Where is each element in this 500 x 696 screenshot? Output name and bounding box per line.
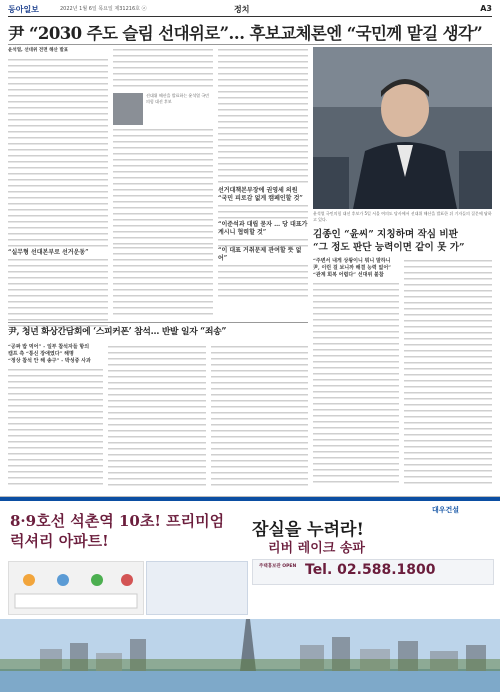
ad-project-name: 리버 레이크 송파 bbox=[268, 541, 365, 556]
main-story-subhead-5: “이 대표 거취문제 관여할 뜻 없어” bbox=[218, 247, 302, 262]
second-story-headline-2: “그 정도 판단 능력이면 같이 못 가” bbox=[313, 242, 465, 253]
second-story bbox=[313, 228, 492, 254]
ad-open-label: 주택홍보관 OPEN bbox=[259, 564, 297, 569]
main-story-subhead-1: “실무형 선대본부로 선거운동” bbox=[8, 249, 89, 256]
ad-site-plan bbox=[146, 561, 248, 615]
second-story-subhead-2: 尹, 이런 걸 보니까 해결 능력 없어” bbox=[313, 265, 392, 271]
third-story-col-2 bbox=[108, 344, 206, 490]
body-text-block bbox=[8, 57, 108, 247]
photo-caption: 윤석열 국민의힘 대선 후보가 5일 서울 여의도 당사에서 선대위 해산을 발표한 뒤 기자들의 질문에 답하고 있다. bbox=[313, 211, 492, 222]
third-story-subhead-3: “정상 참석 안 해 송구” - 박성중 사과 bbox=[8, 358, 91, 364]
inset-caption: 선대위 해산을 발표하는 윤석열 국민의힘 대선 후보 bbox=[146, 93, 210, 104]
masthead bbox=[8, 4, 492, 17]
main-story-col-3 bbox=[218, 47, 308, 299]
second-story-subhead-1: “주변서 내게 상왕이니 뭐니 말하니 bbox=[313, 258, 391, 264]
ad-location-map bbox=[8, 561, 144, 615]
main-story-col-1 bbox=[8, 47, 108, 329]
ad-city-skyline bbox=[0, 619, 500, 692]
second-story-col-1 bbox=[313, 258, 399, 487]
ad-slogan: 잠실을 누려라! bbox=[252, 520, 364, 540]
second-story-col-2 bbox=[404, 258, 492, 488]
ad-contact-box bbox=[252, 559, 494, 585]
candidate-photo bbox=[313, 47, 492, 209]
ad-headline: 8·9호선 석촌역 10초! 프리미엄 럭셔리 아파트! bbox=[10, 512, 225, 550]
body-text-block bbox=[211, 344, 308, 490]
body-text-block bbox=[8, 257, 108, 329]
third-story-col-1 bbox=[8, 344, 103, 489]
third-story-col-3 bbox=[211, 344, 308, 490]
body-text-block bbox=[113, 245, 213, 317]
third-story-subhead-1: “공짜 밥 먹어” - 일부 참석자들 항의 bbox=[8, 344, 90, 350]
body-text-block bbox=[313, 281, 399, 487]
section-name: 정치 bbox=[234, 5, 250, 14]
issue-date: 2022년 1월 6일 목요일 제31216호 ⓐ bbox=[60, 6, 147, 12]
apartment-advertisement bbox=[0, 496, 500, 692]
third-story-headline: 尹, 청년 화상간담회에 ‘스피커폰’ 참석… 반발 일자 “죄송” bbox=[8, 327, 227, 337]
second-story-subhead-3: “관계 회복 어렵다” 선대위 불참 bbox=[313, 272, 384, 278]
body-text-block bbox=[218, 237, 308, 247]
body-text-block bbox=[108, 344, 206, 490]
headline-rule bbox=[8, 44, 492, 45]
third-story-rule bbox=[8, 322, 308, 323]
main-story-subhead-2: 선거대책본부장에 권영세 의원 bbox=[218, 187, 298, 194]
body-text-block bbox=[8, 367, 103, 489]
body-text-block bbox=[218, 203, 308, 221]
inset-portrait-box bbox=[113, 93, 213, 125]
ad-brand-logo: 대우건설 bbox=[432, 506, 460, 514]
body-text-block bbox=[113, 127, 213, 245]
ad-map-graphic bbox=[9, 562, 143, 614]
body-text-block bbox=[113, 47, 213, 91]
ad-city-photo bbox=[0, 619, 500, 692]
main-story-subhead-3: “국민 피로감 없게 캠페인할 것” bbox=[218, 195, 303, 202]
ad-phone-number[interactable]: Tel. 02.588.1800 bbox=[305, 562, 436, 578]
inset-portrait bbox=[113, 93, 143, 125]
main-story-byline: 윤석열, 선대위 전면 해산 발표 bbox=[8, 48, 69, 53]
third-story-subhead-2: 캠프 측 “통신 장애였다” 해명 bbox=[8, 351, 74, 357]
main-headline: 尹 “2030 주도 슬림 선대위로”… 후보교체론엔 “국민께 맡길 생각” bbox=[8, 24, 483, 43]
body-text-block bbox=[404, 258, 492, 488]
main-story-subhead-4: “이준석과 대립 묻자 … 당 대표가 계시니 협력할 것” bbox=[218, 221, 308, 236]
newspaper-logo: 동아일보 bbox=[8, 5, 39, 14]
candidate-photo-illustration bbox=[313, 47, 492, 209]
body-text-block bbox=[218, 47, 308, 187]
main-story-col-2 bbox=[113, 47, 213, 317]
ad-top-bar bbox=[0, 497, 500, 501]
page-number: A3 bbox=[480, 4, 492, 13]
second-story-headline-1: 김종인 “윤씨” 지칭하며 작심 비판 bbox=[313, 229, 458, 240]
body-text-block bbox=[218, 263, 308, 299]
